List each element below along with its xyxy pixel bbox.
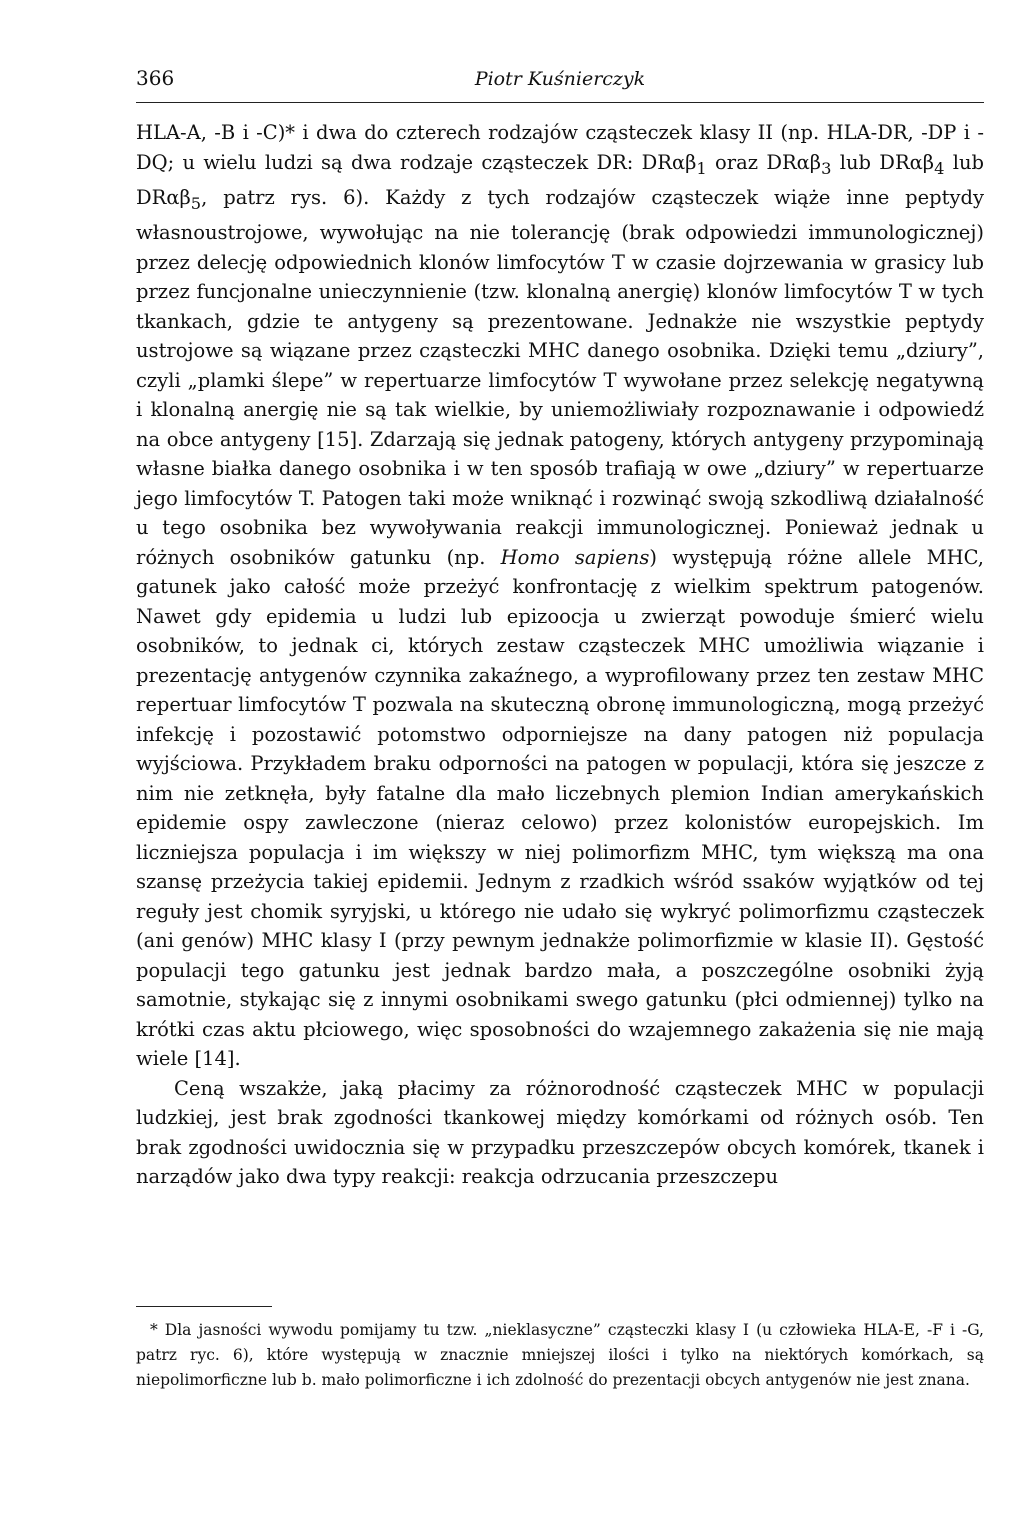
subscript: 1 xyxy=(696,158,707,178)
footnote: * Dla jasności wywodu pomijamy tu tzw. „nieklasyczne” cząsteczki klasy I (u człowieka HLA-E, -F i -G, patrz ryc. 6), które występują w znacznie mniejszej ilości i tylko na niektórych komórkach, są niepolimorficzne lub b. mało polimorficzne i ich zdolność do prezentacji obcych antygenów nie jest znana. xyxy=(136,1321,984,1389)
text-run: HLA-A, -B i -C)* i dwa do czterech rodzajów cząsteczek klasy II (np. HLA-DR, -DP i -DQ; u wielu ludzi są dwa rodzaje cząsteczek DR: DRαβ xyxy=(136,121,984,174)
text-run: , patrz rys. 6). Każdy z tych rodzajów cząsteczek wiąże inne peptydy własnoustrojowe, wywołując na nie tolerancję (brak odpowiedzi immunologicznej) przez delecję odpowiednich klonów limfocytów T w czasie dojrzewania w grasicy lub przez funcjonalne unieczynnienie (tzw. klonalną anergię) klonów limfocytów T w tych tkankach, gdzie te antygeny są prezentowane. Jednakże nie wszystkie peptydy ustrojowe są wiązane przez cząsteczki MHC danego osobnika. Dzięki temu „dziury”, czyli „plamki ślepe” w repertuarze limfocytów T wywołane przez selekcję negatywną i klonalną anergię nie są tak wielkie, by uniemożliwiały rozpoznawanie i odpowiedź na obce antygeny [15]. Zdarzają się jednak patogeny, których antygeny przypominają własne białka danego osobnika i w ten sposób trafiają w owe „dziury” w repertuarze jego limfocytów T. Patogen taki może wniknąć i rozwinąć swoją szkodliwą działalność u tego osobnika bez wywoływania reakcji immunologicznej. Ponieważ jednak u różnych osobników gatunku (np. xyxy=(136,185,984,569)
text-run: lub DRαβ xyxy=(136,150,985,209)
subscript: 4 xyxy=(934,158,945,178)
text-run: oraz DRαβ xyxy=(706,150,822,174)
subscript: 5 xyxy=(190,193,202,213)
footnote-divider xyxy=(136,1306,272,1307)
running-title: Piotr Kuśnierczyk xyxy=(474,68,646,90)
page-number: 366 xyxy=(136,66,175,90)
paragraph-1 xyxy=(136,118,984,1074)
text-run: ) występują różne allele MHC, gatunek jako całość może przeżyć konfrontację z wielkim spektrum patogenów. Nawet gdy epidemia u ludzi lub epizoocja u zwierząt powoduje śmierć wielu osobników, to jednak ci, których zestaw cząsteczek MHC umożliwia wiązanie i prezentację antygenów czynnika zakaźnego, a wyprofilowany przez ten zestaw MHC repertuar limfocytów T pozwala na skuteczną obronę immunologiczną, mogą przeżyć infekcję i pozostawić potomstwo odporniejsze na dany patogen niż populacja wyjściowa. Przykładem braku odporności na patogen w populacji, która się jeszcze z nim nie zetknęła, były fatalne dla mało liczebnych plemion Indian amerykańskich epidemie ospy zawleczone (nieraz celowo) przez kolonistów europejskich. Im liczniejsza populacja i im większy w niej polimorfizm MHC, tym większą ma ona szansę przeżycia takiej epidemii. Jednym z rzadkich wśród ssaków wyjątków od tej reguły jest chomik syryjski, u którego nie udało się wykryć polimorfizmu cząsteczek (ani genów) MHC klasy I (przy pewnym jednakże polimorfizmie w klasie II). Gęstość populacji tego gatunku jest jednak bardzo mała, a poszczególne osobniki żyją samotnie, stykając się z innymi osobnikami swego gatunku (płci odmiennej) tylko na krótki czas aktu płciowego, więc sposobności do wzajemnego zakażenia się nie mają wiele [14]. xyxy=(136,545,984,1071)
species-name: Homo sapiens xyxy=(500,545,650,569)
subscript: 3 xyxy=(821,158,832,178)
text-run: lub DRαβ xyxy=(831,150,935,174)
body-text xyxy=(136,118,984,1192)
paragraph-2: Ceną wszakże, jaką płacimy za różnorodność cząsteczek MHC w populacji ludzkiej, jest brak zgodności tkankowej między komórkami od różnych osób. Ten brak zgodności uwidocznia się w przypadku przeszczepów obcych komórek, tkanek i narządów jako dwa typy reakcji: reakcja odrzucania przeszczepu xyxy=(136,1076,984,1189)
page-header xyxy=(136,66,984,103)
